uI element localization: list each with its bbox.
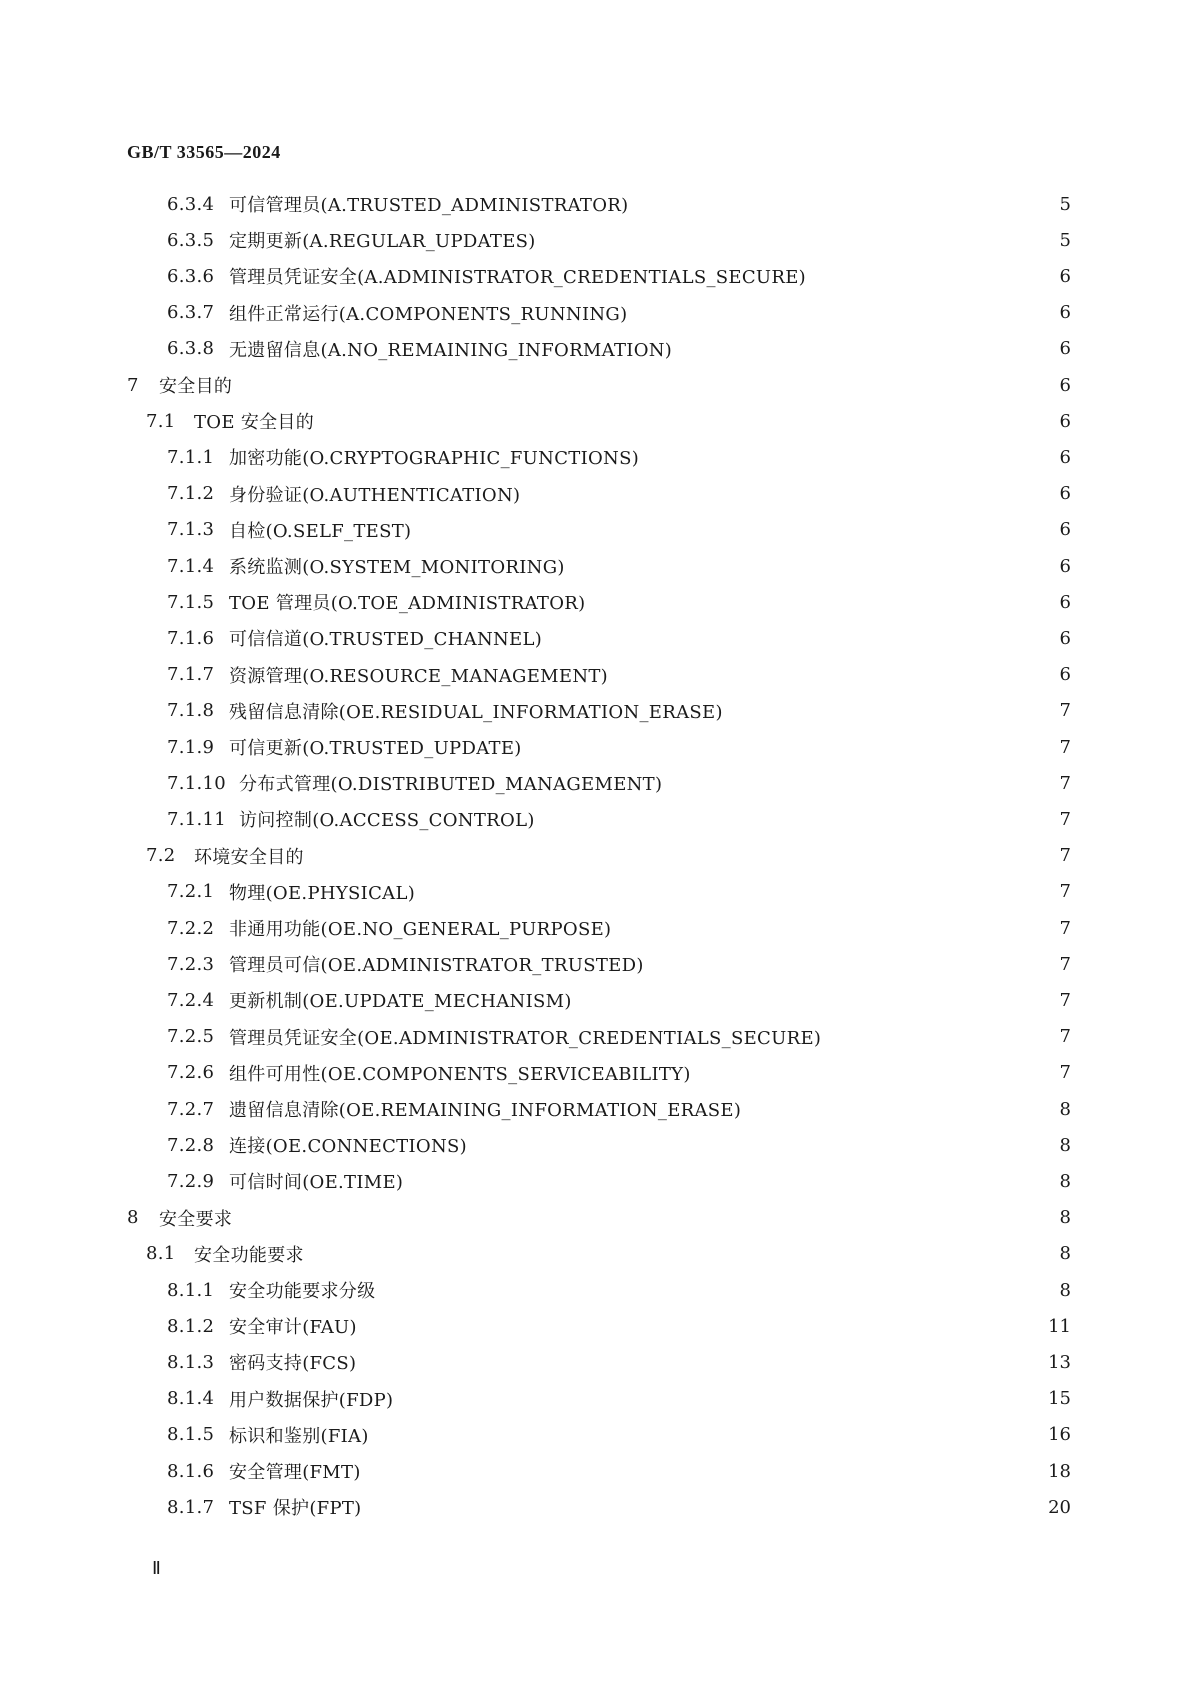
toc-entry-page: 8 <box>1059 1170 1071 1192</box>
toc-entry[interactable] <box>146 844 1071 868</box>
document-header-id: GB/T 33565—2024 <box>127 142 281 162</box>
toc-entry-number: 7.1.10 <box>167 772 227 794</box>
toc-entry[interactable] <box>167 1133 1071 1157</box>
toc-entry[interactable] <box>167 1423 1071 1447</box>
toc-entry-title: 安全管理(FMT) <box>229 1462 361 1483</box>
toc-entry-page: 6 <box>1059 410 1071 432</box>
toc-entry-title: 资源管理(O.RESOURCE_MANAGEMENT) <box>229 665 609 687</box>
toc-entry-number: 7.1.7 <box>167 664 215 686</box>
toc-entry-number: 7.1.4 <box>167 555 215 577</box>
toc-entry-title: 加密功能(O.CRYPTOGRAPHIC_FUNCTIONS) <box>229 448 640 470</box>
toc-leader-dots <box>369 1462 1042 1480</box>
toc-entry-page: 5 <box>1059 229 1071 251</box>
toc-leader-dots <box>475 1136 1051 1154</box>
toc-leader-dots <box>814 267 1051 285</box>
toc-entry-page: 7 <box>1059 1062 1071 1084</box>
toc-entry-title: 管理员凭证安全(A.ADMINISTRATOR_CREDENTIALS_SECURE) <box>229 267 807 289</box>
toc-entry-title: 可信信道(O.TRUSTED_CHANNEL) <box>229 629 543 651</box>
toc-entry-title: 物理(OE.PHYSICAL) <box>229 882 416 904</box>
toc-entry-number: 7.1.5 <box>167 591 215 613</box>
toc-entry-title: TOE 管理员(O.TOE_ADMINISTRATOR) <box>229 593 586 615</box>
toc-entry-number: 8.1.2 <box>167 1315 215 1337</box>
toc-entry-title: 可信更新(O.TRUSTED_UPDATE) <box>229 738 522 759</box>
toc-leader-dots <box>635 304 1051 322</box>
toc-leader-dots <box>543 810 1051 828</box>
toc-entry-number: 8.1.1 <box>167 1279 215 1301</box>
toc-entry[interactable] <box>167 1459 1071 1483</box>
toc-entry-number: 7.2.2 <box>167 917 215 939</box>
toc-entry-title: 安全要求 <box>159 1208 233 1230</box>
toc-leader-dots <box>401 1390 1042 1408</box>
toc-entry-number: 8.1.7 <box>167 1496 215 1518</box>
toc-entry-number: 7 <box>127 374 139 396</box>
toc-entry-page: 7 <box>1059 953 1071 975</box>
toc-entry-title: 更新机制(OE.UPDATE_MECHANISM) <box>229 991 572 1013</box>
toc-leader-dots <box>593 593 1051 611</box>
toc-entry-page: 6 <box>1059 591 1071 613</box>
toc-leader-dots <box>365 1317 1042 1335</box>
toc-entry-number: 8.1 <box>146 1243 176 1265</box>
toc-entry-title: 安全功能要求 <box>194 1244 304 1266</box>
toc-entry[interactable] <box>167 952 1071 976</box>
toc-entry-number: 8.1.5 <box>167 1424 215 1446</box>
toc-entry[interactable] <box>146 409 1071 433</box>
toc-entry-title: 系统监测(O.SYSTEM_MONITORING) <box>229 557 565 578</box>
toc-entry-page: 20 <box>1048 1496 1071 1518</box>
toc-entry-page: 15 <box>1048 1388 1071 1410</box>
toc-entry[interactable] <box>167 518 1071 542</box>
toc-leader-dots <box>419 521 1051 539</box>
toc-leader-dots <box>619 919 1051 937</box>
toc-leader-dots <box>749 1100 1051 1118</box>
toc-entry-page: 6 <box>1059 483 1071 505</box>
toc-entry-number: 6.3.6 <box>167 265 215 287</box>
toc-entry[interactable] <box>167 192 1071 216</box>
toc-leader-dots <box>370 1498 1043 1516</box>
toc-leader-dots <box>670 774 1051 792</box>
toc-entry[interactable] <box>167 807 1071 831</box>
toc-entry-title: 定期更新(A.REGULAR_UPDATES) <box>229 231 536 253</box>
toc-entry[interactable] <box>167 699 1071 723</box>
toc-entry-page: 7 <box>1059 772 1071 794</box>
toc-entry-number: 8 <box>127 1207 139 1229</box>
toc-entry-page: 6 <box>1059 555 1071 577</box>
toc-leader-dots <box>240 1209 1051 1227</box>
toc-entry[interactable] <box>167 1495 1071 1519</box>
toc-entry-number: 7.1 <box>146 410 176 432</box>
toc-entry-number: 7.1.1 <box>167 446 215 468</box>
toc-entry[interactable] <box>167 264 1071 288</box>
toc-leader-dots <box>411 1172 1051 1190</box>
toc-entry-number: 7.1.3 <box>167 519 215 541</box>
toc-entry-page: 7 <box>1059 1026 1071 1048</box>
toc-entry-title: 连接(OE.CONNECTIONS) <box>229 1136 467 1158</box>
toc-leader-dots <box>636 195 1051 213</box>
toc-entry[interactable] <box>167 880 1071 904</box>
toc-entry-title: 管理员凭证安全(OE.ADMINISTRATOR_CREDENTIALS_SECURE) <box>229 1027 822 1049</box>
toc-entry-title: 可信管理员(A.TRUSTED_ADMINISTRATOR) <box>229 195 629 216</box>
toc-entry[interactable] <box>167 1061 1071 1085</box>
toc-entry-title: 安全功能要求分级 <box>229 1281 376 1302</box>
toc-entry-number: 6.3.4 <box>167 193 215 215</box>
toc-leader-dots <box>364 1353 1042 1371</box>
toc-entry[interactable] <box>146 1242 1071 1266</box>
toc-entry-page: 6 <box>1059 374 1071 396</box>
toc-entry-number: 7.1.11 <box>167 808 227 830</box>
toc-entry[interactable] <box>167 735 1071 759</box>
toc-entry-title: 非通用功能(OE.NO_GENERAL_PURPOSE) <box>229 919 612 940</box>
toc-leader-dots <box>530 738 1051 756</box>
toc-entry-title: 分布式管理(O.DISTRIBUTED_MANAGEMENT) <box>239 774 663 796</box>
toc-leader-dots <box>616 666 1051 684</box>
toc-entry-title: 密码支持(FCS) <box>229 1353 357 1375</box>
toc-entry-title: 访问控制(O.ACCESS_CONTROL) <box>239 810 535 832</box>
toc-entry[interactable] <box>167 554 1071 578</box>
toc-entry-number: 7.2.1 <box>167 881 215 903</box>
toc-entry-number: 7.1.6 <box>167 627 215 649</box>
toc-entry-page: 6 <box>1059 627 1071 649</box>
toc-leader-dots <box>544 231 1051 249</box>
toc-entry[interactable] <box>167 663 1071 687</box>
toc-entry[interactable] <box>167 482 1071 506</box>
toc-entry-page: 11 <box>1048 1315 1071 1337</box>
toc-entry[interactable] <box>167 626 1071 650</box>
toc-entry[interactable] <box>167 590 1071 614</box>
toc-entry-page: 8 <box>1059 1279 1071 1301</box>
toc-entry-title: 组件可用性(OE.COMPONENTS_SERVICEABILITY) <box>229 1063 691 1085</box>
toc-entry-page: 6 <box>1059 664 1071 686</box>
toc-leader-dots <box>240 376 1051 394</box>
toc-entry-page: 13 <box>1048 1351 1071 1373</box>
toc-entry[interactable] <box>167 1314 1071 1338</box>
toc-entry-page: 7 <box>1059 989 1071 1011</box>
toc-entry-number: 6.3.8 <box>167 338 215 360</box>
toc-entry-page: 8 <box>1059 1098 1071 1120</box>
toc-entry-page: 6 <box>1059 338 1071 360</box>
toc-leader-dots <box>699 1064 1051 1082</box>
toc-entry[interactable] <box>167 1097 1071 1121</box>
toc-entry-number: 6.3.5 <box>167 229 215 251</box>
toc-entry[interactable] <box>167 1169 1071 1193</box>
toc-leader-dots <box>647 448 1051 466</box>
toc-entry-title: 组件正常运行(A.COMPONENTS_RUNNING) <box>229 303 628 325</box>
toc-entry-page: 6 <box>1059 265 1071 287</box>
toc-entry[interactable] <box>167 445 1071 469</box>
toc-entry-number: 8.1.3 <box>167 1351 215 1373</box>
toc-entry-page: 7 <box>1059 808 1071 830</box>
toc-entry[interactable] <box>167 988 1071 1012</box>
toc-entry-number: 7.2.7 <box>167 1098 215 1120</box>
toc-entry[interactable] <box>167 337 1071 361</box>
toc-entry[interactable] <box>167 301 1071 325</box>
toc-entry-page: 7 <box>1059 917 1071 939</box>
toc-entry[interactable] <box>167 1278 1071 1302</box>
toc-entry-number: 7.2 <box>146 845 176 867</box>
toc-entry-page: 16 <box>1048 1424 1071 1446</box>
toc-entry-page: 7 <box>1059 736 1071 758</box>
toc-entry-page: 8 <box>1059 1243 1071 1265</box>
toc-entry[interactable] <box>167 1387 1071 1411</box>
toc-leader-dots <box>573 557 1051 575</box>
toc-entry-number: 6.3.7 <box>167 302 215 324</box>
toc-entry-title: TOE 安全目的 <box>194 412 315 434</box>
page-number: Ⅱ <box>152 1558 161 1578</box>
toc-entry-page: 6 <box>1059 302 1071 324</box>
toc-entry-title: 身份验证(O.AUTHENTICATION) <box>229 484 521 506</box>
toc-entry-title: 用户数据保护(FDP) <box>229 1389 394 1411</box>
toc-entry-title: 安全目的 <box>159 376 233 397</box>
toc-leader-dots <box>731 702 1051 720</box>
toc-entry-page: 6 <box>1059 519 1071 541</box>
toc-entry-number: 7.2.3 <box>167 953 215 975</box>
toc-leader-dots <box>550 629 1051 647</box>
toc-leader-dots <box>652 955 1051 973</box>
toc-entry-page: 7 <box>1059 881 1071 903</box>
toc-entry[interactable] <box>167 228 1071 252</box>
toc-entry-page: 6 <box>1059 446 1071 468</box>
toc-entry-title: 标识和鉴别(FIA) <box>229 1425 369 1447</box>
toc-entry-number: 7.1.9 <box>167 736 215 758</box>
toc-entry-title: 遗留信息清除(OE.REMAINING_INFORMATION_ERASE) <box>229 1100 742 1121</box>
toc-leader-dots <box>377 1426 1042 1444</box>
toc-entry-page: 5 <box>1059 193 1071 215</box>
toc-entry-number: 7.2.5 <box>167 1026 215 1048</box>
toc-leader-dots <box>829 1028 1051 1046</box>
toc-entry-page: 8 <box>1059 1207 1071 1229</box>
toc-entry[interactable] <box>167 916 1071 940</box>
toc-entry[interactable] <box>167 771 1071 795</box>
toc-leader-dots <box>312 847 1051 865</box>
toc-leader-dots <box>322 412 1051 430</box>
toc-entry[interactable] <box>127 373 1071 397</box>
toc-entry-title: 可信时间(OE.TIME) <box>229 1172 404 1194</box>
toc-entry-title: 安全审计(FAU) <box>229 1317 357 1339</box>
toc-leader-dots <box>312 1245 1051 1263</box>
toc-entry-title: 环境安全目的 <box>194 846 304 868</box>
toc-leader-dots <box>680 340 1051 358</box>
toc-entry[interactable] <box>167 1025 1071 1049</box>
toc-leader-dots <box>580 991 1051 1009</box>
toc-entry-title: 残留信息清除(OE.RESIDUAL_INFORMATION_ERASE) <box>229 701 723 723</box>
toc-entry-number: 8.1.4 <box>167 1388 215 1410</box>
toc-entry-number: 7.2.8 <box>167 1134 215 1156</box>
toc-entry-number: 7.1.2 <box>167 483 215 505</box>
toc-entry-number: 8.1.6 <box>167 1460 215 1482</box>
toc-entry-page: 7 <box>1059 700 1071 722</box>
toc-entry-title: 自检(O.SELF_TEST) <box>229 520 412 542</box>
toc-entry-page: 8 <box>1059 1134 1071 1156</box>
toc-entry-page: 18 <box>1048 1460 1071 1482</box>
toc-leader-dots <box>383 1281 1051 1299</box>
toc-leader-dots <box>423 883 1051 901</box>
toc-entry-title: 管理员可信(OE.ADMINISTRATOR_TRUSTED) <box>229 955 644 977</box>
toc-entry-number: 7.2.6 <box>167 1062 215 1084</box>
toc-entry-page: 7 <box>1059 845 1071 867</box>
toc-entry-number: 7.1.8 <box>167 700 215 722</box>
toc-entry-title: TSF 保护(FPT) <box>229 1498 362 1520</box>
toc-leader-dots <box>528 485 1051 503</box>
toc-entry-number: 7.2.4 <box>167 989 215 1011</box>
toc-entry[interactable] <box>167 1350 1071 1374</box>
toc-entry-number: 7.2.9 <box>167 1170 215 1192</box>
toc-entry[interactable] <box>127 1206 1071 1230</box>
toc-entry-title: 无遗留信息(A.NO_REMAINING_INFORMATION) <box>229 339 673 361</box>
